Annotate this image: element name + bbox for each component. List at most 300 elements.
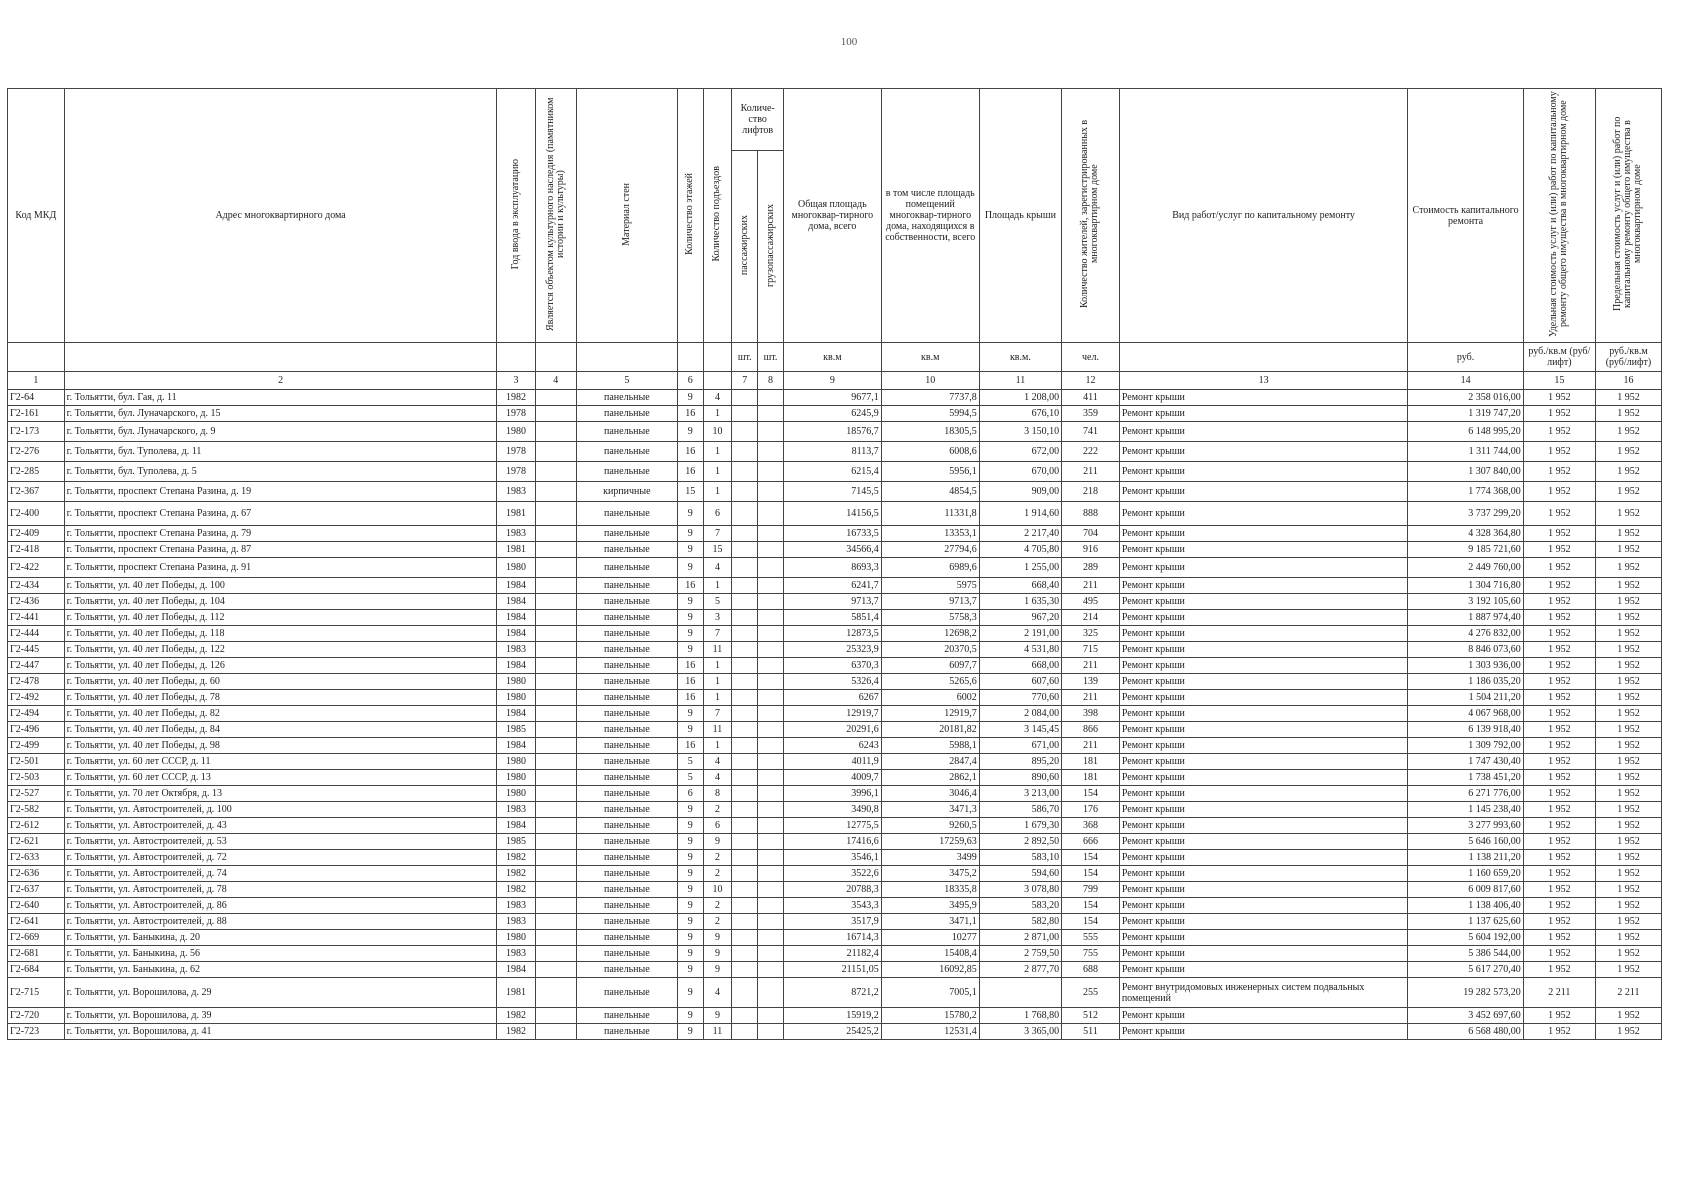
header-floors: Количество этажей xyxy=(684,173,696,255)
cell-limit-cost: 1 952 xyxy=(1595,462,1661,482)
cell-year: 1982 xyxy=(497,390,535,406)
cell-lifts-passenger xyxy=(732,706,758,722)
cell-year: 1982 xyxy=(497,866,535,882)
cell-lifts-cargo xyxy=(758,722,784,738)
cell-lifts-cargo xyxy=(758,818,784,834)
cell-limit-cost: 1 952 xyxy=(1595,558,1661,578)
cell-year: 1984 xyxy=(497,658,535,674)
cell-year: 1983 xyxy=(497,482,535,502)
cell-floors: 9 xyxy=(677,642,703,658)
cell-cost: 19 282 573,20 xyxy=(1408,978,1523,1008)
cell-unit-cost: 1 952 xyxy=(1523,658,1595,674)
cell-cost: 6 148 995,20 xyxy=(1408,422,1523,442)
cell-lifts-cargo xyxy=(758,962,784,978)
cell-lifts-cargo xyxy=(758,482,784,502)
cell-work-type: Ремонт крыши xyxy=(1119,962,1408,978)
cell-total-area: 4009,7 xyxy=(783,770,881,786)
cell-unit-cost: 1 952 xyxy=(1523,802,1595,818)
cell-roof-area: 967,20 xyxy=(979,610,1061,626)
table-row xyxy=(8,690,1662,706)
cell-roof-area: 2 759,50 xyxy=(979,946,1061,962)
cell-unit-cost: 1 952 xyxy=(1523,914,1595,930)
cell-lifts-passenger xyxy=(732,722,758,738)
cell-cost: 2 449 760,00 xyxy=(1408,558,1523,578)
column-number: 9 xyxy=(783,372,881,390)
cell-residents: 411 xyxy=(1062,390,1120,406)
cell-lifts-cargo xyxy=(758,770,784,786)
cell-year: 1984 xyxy=(497,610,535,626)
cell-address: г. Тольятти, ул. Автостроителей, д. 74 xyxy=(64,866,497,882)
cell-work-type: Ремонт крыши xyxy=(1119,898,1408,914)
cell-code: Г2-720 xyxy=(8,1008,65,1024)
cell-roof-area: 3 365,00 xyxy=(979,1024,1061,1040)
cell-lifts-cargo xyxy=(758,930,784,946)
cell-entrances: 4 xyxy=(703,754,732,770)
cell-entrances: 6 xyxy=(703,818,732,834)
cell-roof-area: 607,60 xyxy=(979,674,1061,690)
cell-cost: 3 737 299,20 xyxy=(1408,502,1523,526)
cell-address: г. Тольятти, ул. 40 лет Победы, д. 82 xyxy=(64,706,497,722)
cell-work-type: Ремонт крыши xyxy=(1119,1008,1408,1024)
cell-total-area: 6267 xyxy=(783,690,881,706)
cell-lifts-cargo xyxy=(758,462,784,482)
column-number xyxy=(703,372,732,390)
cell-lifts-passenger xyxy=(732,834,758,850)
cell-unit-cost: 1 952 xyxy=(1523,1024,1595,1040)
cell-code: Г2-527 xyxy=(8,786,65,802)
cell-unit-cost: 1 952 xyxy=(1523,1008,1595,1024)
cell-address: г. Тольятти, ул. 40 лет Победы, д. 60 xyxy=(64,674,497,690)
cell-residents: 368 xyxy=(1062,818,1120,834)
cell-total-area: 34566,4 xyxy=(783,542,881,558)
cell-heritage xyxy=(535,898,576,914)
cell-code: Г2-640 xyxy=(8,898,65,914)
cell-lifts-passenger xyxy=(732,482,758,502)
cell-address: г. Тольятти, бул. Гая, д. 11 xyxy=(64,390,497,406)
cell-limit-cost: 1 952 xyxy=(1595,850,1661,866)
cell-owned-area: 13353,1 xyxy=(881,526,979,542)
cell-lifts-passenger xyxy=(732,802,758,818)
cell-limit-cost: 1 952 xyxy=(1595,786,1661,802)
cell-cost: 1 774 368,00 xyxy=(1408,482,1523,502)
cell-limit-cost: 1 952 xyxy=(1595,802,1661,818)
cell-lifts-cargo xyxy=(758,1008,784,1024)
cell-entrances: 9 xyxy=(703,1008,732,1024)
cell-roof-area: 583,20 xyxy=(979,898,1061,914)
cell-address: г. Тольятти, ул. 40 лет Победы, д. 84 xyxy=(64,722,497,738)
cell-roof-area: 4 531,80 xyxy=(979,642,1061,658)
cell-lifts-passenger xyxy=(732,754,758,770)
cell-cost: 6 139 918,40 xyxy=(1408,722,1523,738)
cell-limit-cost: 1 952 xyxy=(1595,1008,1661,1024)
cell-entrances: 2 xyxy=(703,802,732,818)
table-row xyxy=(8,866,1662,882)
cell-total-area: 3522,6 xyxy=(783,866,881,882)
cell-wall-material: панельные xyxy=(576,642,677,658)
unit-pcs: шт. xyxy=(732,343,758,372)
cell-unit-cost: 1 952 xyxy=(1523,962,1595,978)
table-row xyxy=(8,406,1662,422)
cell-unit-cost: 1 952 xyxy=(1523,594,1595,610)
table-row xyxy=(8,1008,1662,1024)
cell-code: Г2-501 xyxy=(8,754,65,770)
cell-limit-cost: 1 952 xyxy=(1595,818,1661,834)
cell-year: 1983 xyxy=(497,946,535,962)
header-residents: Количество жителей, зарегистрированных в многоквартирном доме xyxy=(1079,119,1101,309)
cell-residents: 154 xyxy=(1062,850,1120,866)
cell-wall-material: панельные xyxy=(576,462,677,482)
cell-residents: 211 xyxy=(1062,738,1120,754)
cell-wall-material: панельные xyxy=(576,690,677,706)
cell-code: Г2-478 xyxy=(8,674,65,690)
cell-lifts-passenger xyxy=(732,642,758,658)
cell-owned-area: 3471,1 xyxy=(881,914,979,930)
cell-year: 1981 xyxy=(497,542,535,558)
cell-total-area: 12873,5 xyxy=(783,626,881,642)
cell-year: 1983 xyxy=(497,526,535,542)
header-code: Код МКД xyxy=(8,89,65,343)
cell-work-type: Ремонт крыши xyxy=(1119,930,1408,946)
cell-residents: 398 xyxy=(1062,706,1120,722)
cell-address: г. Тольятти, ул. 40 лет Победы, д. 78 xyxy=(64,690,497,706)
cell-lifts-cargo xyxy=(758,626,784,642)
cell-code: Г2-641 xyxy=(8,914,65,930)
cell-cost: 4 276 832,00 xyxy=(1408,626,1523,642)
page-number: 100 xyxy=(840,36,858,48)
cell-limit-cost: 1 952 xyxy=(1595,482,1661,502)
cell-entrances: 6 xyxy=(703,502,732,526)
cell-work-type: Ремонт крыши xyxy=(1119,658,1408,674)
cell-code: Г2-434 xyxy=(8,578,65,594)
cell-lifts-passenger xyxy=(732,770,758,786)
cell-wall-material: панельные xyxy=(576,754,677,770)
cell-roof-area: 586,70 xyxy=(979,802,1061,818)
cell-year: 1982 xyxy=(497,850,535,866)
cell-owned-area: 20181,82 xyxy=(881,722,979,738)
cell-entrances: 11 xyxy=(703,1024,732,1040)
cell-year: 1980 xyxy=(497,422,535,442)
cell-work-type: Ремонт крыши xyxy=(1119,690,1408,706)
header-total-area: Общая площадь многоквар-тирного дома, всего xyxy=(783,89,881,343)
cell-cost: 1 311 744,00 xyxy=(1408,442,1523,462)
table-row xyxy=(8,818,1662,834)
cell-floors: 9 xyxy=(677,542,703,558)
cell-unit-cost: 1 952 xyxy=(1523,738,1595,754)
cell-residents: 181 xyxy=(1062,754,1120,770)
cell-year: 1980 xyxy=(497,770,535,786)
cell-lifts-cargo xyxy=(758,866,784,882)
cell-lifts-cargo xyxy=(758,526,784,542)
cell-residents: 495 xyxy=(1062,594,1120,610)
cell-floors: 6 xyxy=(677,786,703,802)
cell-wall-material: панельные xyxy=(576,946,677,962)
cell-year: 1980 xyxy=(497,754,535,770)
cell-roof-area: 1 768,80 xyxy=(979,1008,1061,1024)
cell-wall-material: панельные xyxy=(576,390,677,406)
cell-cost: 1 319 747,20 xyxy=(1408,406,1523,422)
cell-work-type: Ремонт крыши xyxy=(1119,390,1408,406)
cell-residents: 359 xyxy=(1062,406,1120,422)
cell-total-area: 3543,3 xyxy=(783,898,881,914)
cell-residents: 866 xyxy=(1062,722,1120,738)
cell-floors: 9 xyxy=(677,558,703,578)
cell-unit-cost: 1 952 xyxy=(1523,770,1595,786)
cell-lifts-passenger xyxy=(732,914,758,930)
cell-wall-material: панельные xyxy=(576,850,677,866)
cell-year: 1983 xyxy=(497,914,535,930)
cell-unit-cost: 1 952 xyxy=(1523,898,1595,914)
header-heritage: Является объектом культурного наследия (памятником истории и культуры) xyxy=(544,97,566,331)
cell-owned-area: 18305,5 xyxy=(881,422,979,442)
cell-cost: 1 145 238,40 xyxy=(1408,802,1523,818)
cell-lifts-passenger xyxy=(732,422,758,442)
cell-owned-area: 15408,4 xyxy=(881,946,979,962)
cell-roof-area: 890,60 xyxy=(979,770,1061,786)
cell-floors: 16 xyxy=(677,658,703,674)
cell-heritage xyxy=(535,930,576,946)
cell-work-type: Ремонт крыши xyxy=(1119,558,1408,578)
cell-code: Г2-612 xyxy=(8,818,65,834)
cell-address: г. Тольятти, ул. 40 лет Победы, д. 118 xyxy=(64,626,497,642)
cell-wall-material: панельные xyxy=(576,962,677,978)
cell-total-area: 12775,5 xyxy=(783,818,881,834)
cell-lifts-cargo xyxy=(758,558,784,578)
header-lifts-cargo: грузопассажирских xyxy=(764,203,776,287)
cell-address: г. Тольятти, проспект Степана Разина, д. 67 xyxy=(64,502,497,526)
cell-floors: 9 xyxy=(677,962,703,978)
cell-lifts-cargo xyxy=(758,442,784,462)
cell-wall-material: панельные xyxy=(576,914,677,930)
cell-total-area: 3546,1 xyxy=(783,850,881,866)
cell-limit-cost: 1 952 xyxy=(1595,642,1661,658)
cell-lifts-passenger xyxy=(732,502,758,526)
cell-work-type: Ремонт крыши xyxy=(1119,674,1408,690)
table-row xyxy=(8,610,1662,626)
cell-address: г. Тольятти, проспект Степана Разина, д. 79 xyxy=(64,526,497,542)
cell-address: г. Тольятти, ул. Автостроителей, д. 43 xyxy=(64,818,497,834)
cell-work-type: Ремонт крыши xyxy=(1119,882,1408,898)
cell-lifts-cargo xyxy=(758,658,784,674)
cell-residents: 916 xyxy=(1062,542,1120,558)
cell-entrances: 1 xyxy=(703,578,732,594)
table-row xyxy=(8,706,1662,722)
table-row xyxy=(8,626,1662,642)
unit-rub-sqm: руб./кв.м (руб/лифт) xyxy=(1523,343,1595,372)
cell-owned-area: 3495,9 xyxy=(881,898,979,914)
cell-year: 1981 xyxy=(497,502,535,526)
cell-residents: 139 xyxy=(1062,674,1120,690)
cell-lifts-passenger xyxy=(732,610,758,626)
cell-unit-cost: 1 952 xyxy=(1523,406,1595,422)
cell-code: Г2-173 xyxy=(8,422,65,442)
cell-roof-area: 676,10 xyxy=(979,406,1061,422)
cell-address: г. Тольятти, ул. Автостроителей, д. 78 xyxy=(64,882,497,898)
cell-floors: 9 xyxy=(677,610,703,626)
cell-unit-cost: 1 952 xyxy=(1523,482,1595,502)
cell-roof-area: 668,00 xyxy=(979,658,1061,674)
cell-year: 1985 xyxy=(497,722,535,738)
cell-roof-area: 770,60 xyxy=(979,690,1061,706)
column-number: 15 xyxy=(1523,372,1595,390)
cell-floors: 9 xyxy=(677,1024,703,1040)
cell-total-area: 21182,4 xyxy=(783,946,881,962)
table-row xyxy=(8,850,1662,866)
cell-heritage xyxy=(535,502,576,526)
cell-owned-area: 6008,6 xyxy=(881,442,979,462)
cell-total-area: 20788,3 xyxy=(783,882,881,898)
cell-year: 1983 xyxy=(497,642,535,658)
cell-heritage xyxy=(535,558,576,578)
cell-cost: 1 303 936,00 xyxy=(1408,658,1523,674)
cell-lifts-cargo xyxy=(758,406,784,422)
cell-cost: 5 646 160,00 xyxy=(1408,834,1523,850)
cell-address: г. Тольятти, проспект Степана Разина, д. 91 xyxy=(64,558,497,578)
cell-lifts-passenger xyxy=(732,390,758,406)
cell-total-area: 3490,8 xyxy=(783,802,881,818)
cell-floors: 9 xyxy=(677,866,703,882)
cell-roof-area: 582,80 xyxy=(979,914,1061,930)
cell-lifts-passenger xyxy=(732,898,758,914)
cell-floors: 9 xyxy=(677,802,703,818)
cell-residents: 289 xyxy=(1062,558,1120,578)
cell-code: Г2-633 xyxy=(8,850,65,866)
cell-wall-material: панельные xyxy=(576,578,677,594)
cell-limit-cost: 1 952 xyxy=(1595,674,1661,690)
cell-heritage xyxy=(535,882,576,898)
cell-lifts-cargo xyxy=(758,914,784,930)
cell-cost: 6 009 817,60 xyxy=(1408,882,1523,898)
cell-roof-area: 1 635,30 xyxy=(979,594,1061,610)
cell-owned-area: 10277 xyxy=(881,930,979,946)
cell-heritage xyxy=(535,818,576,834)
cell-owned-area: 3471,3 xyxy=(881,802,979,818)
cell-owned-area: 2862,1 xyxy=(881,770,979,786)
column-number: 16 xyxy=(1595,372,1661,390)
cell-entrances: 11 xyxy=(703,722,732,738)
cell-wall-material: панельные xyxy=(576,502,677,526)
cell-roof-area: 672,00 xyxy=(979,442,1061,462)
cell-limit-cost: 1 952 xyxy=(1595,594,1661,610)
cell-lifts-cargo xyxy=(758,882,784,898)
table-body xyxy=(8,390,1662,1040)
cell-entrances: 7 xyxy=(703,706,732,722)
cell-heritage xyxy=(535,406,576,422)
cell-floors: 9 xyxy=(677,594,703,610)
cell-limit-cost: 1 952 xyxy=(1595,578,1661,594)
cell-floors: 16 xyxy=(677,406,703,422)
cell-lifts-cargo xyxy=(758,642,784,658)
cell-floors: 9 xyxy=(677,882,703,898)
cell-year: 1980 xyxy=(497,930,535,946)
cell-code: Г2-441 xyxy=(8,610,65,626)
cell-lifts-cargo xyxy=(758,594,784,610)
header-roof-area: Площадь крыши xyxy=(979,89,1061,343)
cell-entrances: 2 xyxy=(703,866,732,882)
cell-lifts-passenger xyxy=(732,626,758,642)
table-row xyxy=(8,738,1662,754)
cell-cost: 1 138 406,40 xyxy=(1408,898,1523,914)
cell-heritage xyxy=(535,422,576,442)
cell-lifts-passenger xyxy=(732,850,758,866)
cell-wall-material: панельные xyxy=(576,898,677,914)
cell-unit-cost: 1 952 xyxy=(1523,754,1595,770)
unit-rub-sqm: руб./кв.м (руб/лифт) xyxy=(1595,343,1661,372)
cell-owned-area: 2847,4 xyxy=(881,754,979,770)
cell-limit-cost: 1 952 xyxy=(1595,502,1661,526)
cell-unit-cost: 1 952 xyxy=(1523,834,1595,850)
cell-address: г. Тольятти, ул. Ворошилова, д. 41 xyxy=(64,1024,497,1040)
cell-residents: 715 xyxy=(1062,642,1120,658)
cell-unit-cost: 1 952 xyxy=(1523,578,1595,594)
cell-lifts-cargo xyxy=(758,690,784,706)
cell-lifts-cargo xyxy=(758,610,784,626)
cell-year: 1984 xyxy=(497,738,535,754)
cell-wall-material: панельные xyxy=(576,834,677,850)
cell-owned-area: 16092,85 xyxy=(881,962,979,978)
cell-cost: 2 358 016,00 xyxy=(1408,390,1523,406)
column-number: 4 xyxy=(535,372,576,390)
cell-limit-cost: 1 952 xyxy=(1595,882,1661,898)
column-number: 10 xyxy=(881,372,979,390)
table-row xyxy=(8,502,1662,526)
table-row xyxy=(8,754,1662,770)
cell-unit-cost: 1 952 xyxy=(1523,706,1595,722)
cell-entrances: 1 xyxy=(703,658,732,674)
cell-residents: 511 xyxy=(1062,1024,1120,1040)
cell-work-type: Ремонт крыши xyxy=(1119,578,1408,594)
cell-entrances: 2 xyxy=(703,850,732,866)
cell-year: 1978 xyxy=(497,462,535,482)
cell-wall-material: панельные xyxy=(576,786,677,802)
cell-entrances: 5 xyxy=(703,594,732,610)
header-lifts: Количе-ство лифтов xyxy=(732,89,784,151)
cell-cost: 1 738 451,20 xyxy=(1408,770,1523,786)
cell-total-area: 6370,3 xyxy=(783,658,881,674)
cell-address: г. Тольятти, ул. Ворошилова, д. 29 xyxy=(64,978,497,1008)
cell-lifts-passenger xyxy=(732,442,758,462)
cell-lifts-cargo xyxy=(758,786,784,802)
cell-total-area: 18576,7 xyxy=(783,422,881,442)
cell-limit-cost: 1 952 xyxy=(1595,442,1661,462)
cell-code: Г2-669 xyxy=(8,930,65,946)
cell-floors: 16 xyxy=(677,442,703,462)
table-row xyxy=(8,422,1662,442)
cell-code: Г2-445 xyxy=(8,642,65,658)
cell-cost: 1 309 792,00 xyxy=(1408,738,1523,754)
cell-address: г. Тольятти, ул. 40 лет Победы, д. 100 xyxy=(64,578,497,594)
cell-code: Г2-496 xyxy=(8,722,65,738)
cell-floors: 16 xyxy=(677,738,703,754)
cell-address: г. Тольятти, ул. Автостроителей, д. 88 xyxy=(64,914,497,930)
table-row xyxy=(8,898,1662,914)
cell-unit-cost: 1 952 xyxy=(1523,542,1595,558)
cell-cost: 6 271 776,00 xyxy=(1408,786,1523,802)
cell-limit-cost: 2 211 xyxy=(1595,978,1661,1008)
cell-code: Г2-161 xyxy=(8,406,65,422)
cell-heritage xyxy=(535,578,576,594)
cell-work-type: Ремонт крыши xyxy=(1119,482,1408,502)
cell-residents: 704 xyxy=(1062,526,1120,542)
cell-residents: 666 xyxy=(1062,834,1120,850)
header-year: Год ввода в эксплуатацию xyxy=(510,158,522,270)
column-number: 1 xyxy=(8,372,65,390)
cell-floors: 9 xyxy=(677,626,703,642)
cell-address: г. Тольятти, ул. Автостроителей, д. 53 xyxy=(64,834,497,850)
cell-limit-cost: 1 952 xyxy=(1595,706,1661,722)
cell-residents: 211 xyxy=(1062,578,1120,594)
cell-heritage xyxy=(535,690,576,706)
cell-work-type: Ремонт крыши xyxy=(1119,610,1408,626)
